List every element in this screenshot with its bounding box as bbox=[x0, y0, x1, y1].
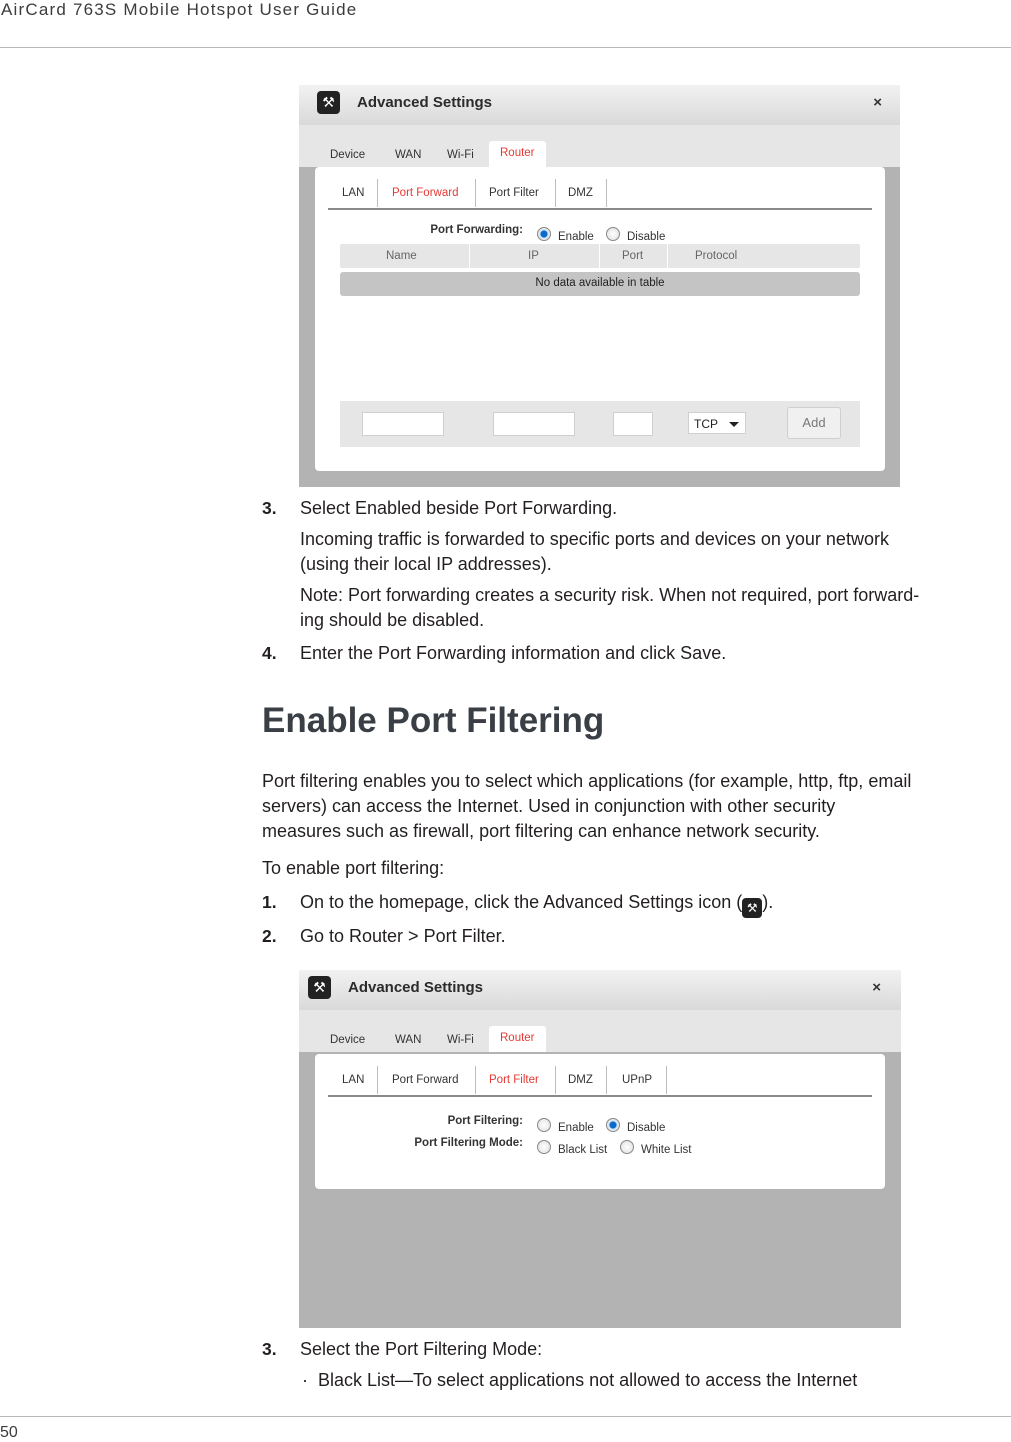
document-title: AirCard 763S Mobile Hotspot User Guide bbox=[1, 0, 358, 19]
disable-radio-label: Disable bbox=[627, 1122, 666, 1134]
subtab-port-forward[interactable]: Port Forward bbox=[392, 1074, 459, 1086]
divider bbox=[555, 179, 556, 207]
tab-wan[interactable]: WAN bbox=[395, 149, 422, 161]
divider bbox=[555, 1066, 556, 1094]
advanced-settings-icon: ⚒ bbox=[742, 898, 762, 918]
router-panel bbox=[315, 167, 885, 471]
close-icon[interactable]: × bbox=[872, 979, 881, 996]
main-tabs bbox=[299, 1010, 901, 1052]
step-text: Select Enabled beside Port Forwarding. bbox=[300, 498, 618, 518]
enable-radio-label: Enable bbox=[558, 231, 594, 243]
dialog-title: Advanced Settings bbox=[348, 979, 484, 996]
dialog-titlebar bbox=[299, 85, 900, 126]
bullet-marker: · bbox=[302, 1370, 308, 1390]
table-header bbox=[340, 244, 860, 268]
divider bbox=[475, 1066, 476, 1094]
disable-radio-label: Disable bbox=[627, 231, 666, 243]
dialog-titlebar bbox=[299, 970, 901, 1011]
no-data-message: No data available in table bbox=[340, 272, 860, 296]
advanced-settings-screenshot-port-filter bbox=[299, 970, 901, 1328]
enable-radio[interactable] bbox=[537, 227, 551, 241]
intro-paragraph: Port filtering enables you to select which applications (for example, http, ftp, email bbox=[262, 771, 912, 791]
page-number: 50 bbox=[0, 1424, 18, 1441]
tab-wan[interactable]: WAN bbox=[395, 1034, 422, 1046]
white-list-radio[interactable] bbox=[620, 1140, 634, 1154]
black-list-label: Black List bbox=[558, 1144, 608, 1156]
port-forwarding-label: Port Forwarding: bbox=[430, 224, 523, 236]
step-detail: (using their local IP addresses). bbox=[300, 554, 552, 574]
step-text-part: On to the homepage, click the Advanced Settings icon ( bbox=[300, 892, 743, 912]
advanced-settings-screenshot-port-forward bbox=[299, 85, 900, 487]
divider bbox=[377, 1066, 378, 1094]
port-filtering-mode-label: Port Filtering Mode: bbox=[414, 1137, 523, 1149]
dialog-title: Advanced Settings bbox=[357, 94, 493, 111]
ip-input[interactable] bbox=[493, 412, 575, 436]
page-header bbox=[0, 0, 1011, 48]
footer-rule bbox=[0, 1416, 1011, 1417]
subtab-upnp[interactable]: UPnP bbox=[622, 1074, 653, 1086]
black-list-radio[interactable] bbox=[537, 1140, 551, 1154]
divider bbox=[606, 1066, 607, 1094]
divider bbox=[377, 179, 378, 207]
subtab-dmz[interactable]: DMZ bbox=[568, 1074, 593, 1086]
subtab-dmz[interactable]: DMZ bbox=[568, 187, 593, 199]
section-heading: Enable Port Filtering bbox=[262, 701, 605, 740]
subtab-port-filter[interactable]: Port Filter bbox=[489, 1074, 539, 1086]
step-text: Enter the Port Forwarding information and click Save. bbox=[300, 643, 727, 663]
bullet-text: Black List—To select applications not allowed to access the Internet bbox=[318, 1370, 858, 1390]
wrench-icon: ⚒ bbox=[317, 91, 340, 114]
name-input[interactable] bbox=[362, 412, 444, 436]
protocol-select[interactable] bbox=[688, 412, 746, 434]
subtab-port-forward[interactable]: Port Forward bbox=[392, 187, 459, 199]
subtab-port-filter[interactable]: Port Filter bbox=[489, 187, 539, 199]
step-detail: Incoming traffic is forwarded to specific ports and devices on your network bbox=[300, 529, 889, 549]
port-input[interactable] bbox=[613, 412, 653, 436]
add-rule-row bbox=[340, 401, 860, 447]
column-header-ip[interactable]: IP bbox=[528, 250, 539, 262]
step-text bbox=[300, 890, 773, 918]
column-header-port[interactable]: Port bbox=[622, 250, 644, 262]
protocol-value: TCP bbox=[694, 417, 718, 431]
divider bbox=[469, 244, 470, 268]
intro-paragraph: servers) can access the Internet. Used in conjunction with other security bbox=[262, 796, 836, 816]
add-button[interactable]: Add bbox=[787, 407, 841, 439]
white-list-label: White List bbox=[641, 1144, 692, 1156]
enable-radio-label: Enable bbox=[558, 1122, 594, 1134]
tab-wifi[interactable]: Wi-Fi bbox=[447, 1034, 474, 1046]
disable-radio[interactable] bbox=[606, 227, 620, 241]
step-number: 1. bbox=[262, 892, 277, 912]
step-text-part: ). bbox=[762, 892, 774, 912]
close-icon[interactable]: × bbox=[873, 94, 882, 111]
step-number: 4. bbox=[262, 643, 277, 663]
step-number: 3. bbox=[262, 1339, 277, 1359]
intro-paragraph: measures such as firewall, port filtering can enhance network security. bbox=[262, 821, 820, 841]
disable-radio[interactable] bbox=[606, 1118, 620, 1132]
subtab-rule bbox=[328, 208, 872, 210]
wrench-icon: ⚒ bbox=[308, 976, 331, 999]
tab-wifi[interactable]: Wi-Fi bbox=[447, 149, 474, 161]
step-number: 3. bbox=[262, 498, 277, 518]
caret-down-icon bbox=[729, 422, 739, 427]
step-text: Go to Router > Port Filter. bbox=[300, 926, 506, 946]
step-note: ing should be disabled. bbox=[300, 610, 485, 630]
step-note: Note: Port forwarding creates a security risk. When not required, port forward- bbox=[300, 585, 920, 605]
subtab-lan[interactable]: LAN bbox=[342, 187, 365, 199]
step-number: 2. bbox=[262, 926, 277, 946]
main-tabs bbox=[299, 125, 900, 167]
tab-device[interactable]: Device bbox=[330, 1034, 366, 1046]
tab-router[interactable]: Router bbox=[489, 1026, 546, 1052]
port-filtering-label: Port Filtering: bbox=[447, 1115, 523, 1127]
step-text: Select the Port Filtering Mode: bbox=[300, 1339, 543, 1359]
subtab-rule bbox=[328, 1095, 872, 1097]
tab-device[interactable]: Device bbox=[330, 149, 366, 161]
enable-radio[interactable] bbox=[537, 1118, 551, 1132]
divider bbox=[475, 179, 476, 207]
column-header-name[interactable]: Name bbox=[386, 250, 417, 262]
divider bbox=[667, 244, 668, 268]
tab-router[interactable]: Router bbox=[489, 141, 546, 167]
subtab-lan[interactable]: LAN bbox=[342, 1074, 365, 1086]
divider bbox=[666, 1066, 667, 1094]
router-panel bbox=[315, 1054, 885, 1189]
divider bbox=[606, 179, 607, 207]
lead-text: To enable port filtering: bbox=[262, 858, 445, 878]
column-header-protocol[interactable]: Protocol bbox=[695, 250, 738, 262]
divider bbox=[599, 244, 600, 268]
